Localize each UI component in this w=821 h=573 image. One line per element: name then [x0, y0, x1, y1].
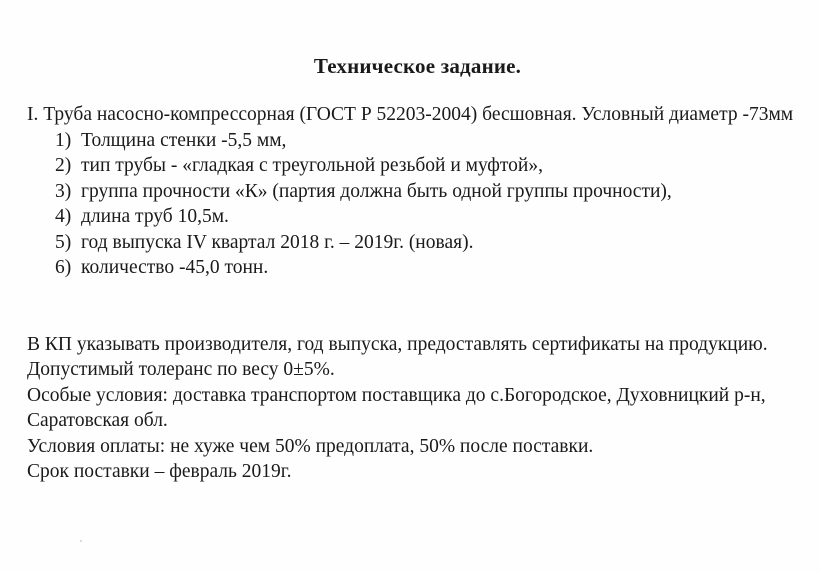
list-item-text: количество -45,0 тонн.: [81, 257, 269, 278]
intro-paragraph: I. Труба насосно-компрессорная (ГОСТ Р 52203-2004) бесшовная. Условный диаметр -73мм: [27, 104, 794, 125]
list-item-number: 1): [55, 129, 72, 151]
list-item-text: Толщина стенки -5,5 мм,: [81, 129, 287, 151]
scan-speck: [80, 540, 82, 542]
requirements-list: [27, 128, 817, 281]
list-item-number: 6): [55, 257, 72, 278]
list-item-number: 4): [55, 206, 72, 227]
list-item: [27, 179, 817, 205]
list-item-number: 5): [55, 231, 72, 253]
special-conditions-paragraph: Особые условия: доставка транспортом поставщика до с.Богородское, Духовницкий р-н, Саратовская обл.: [27, 384, 766, 431]
payment-terms-paragraph: Условия оплаты: не хуже чем 50% предоплата, 50% после поставки.: [27, 435, 594, 457]
document-body: [27, 102, 817, 485]
list-item-number: 3): [55, 180, 72, 202]
list-item-text: длина труб 10,5м.: [81, 206, 229, 227]
delivery-term-paragraph: Срок поставки – февраль 2019г.: [27, 461, 292, 482]
list-item: [27, 230, 817, 256]
list-item-number: 2): [55, 155, 72, 176]
document-title: Техническое задание.: [313, 54, 522, 78]
tolerance-paragraph: Допустимый толеранс по весу 0±5%.: [27, 359, 335, 380]
list-item: [27, 153, 817, 179]
list-item-text: год выпуска IV квартал 2018 г. – 2019г. (новая).: [81, 231, 474, 253]
list-item: [27, 128, 817, 154]
list-item: [27, 255, 817, 281]
kp-note-paragraph: В КП указывать производителя, год выпуска, предоставлять сертификаты на продукцию.: [27, 333, 768, 355]
list-item: [27, 204, 817, 230]
list-item-text: группа прочности «К» (партия должна быть одной группы прочности),: [81, 180, 672, 202]
spacer: [27, 281, 817, 332]
list-item-text: тип трубы - «гладкая с треугольной резьбой и муфтой»,: [81, 155, 543, 176]
